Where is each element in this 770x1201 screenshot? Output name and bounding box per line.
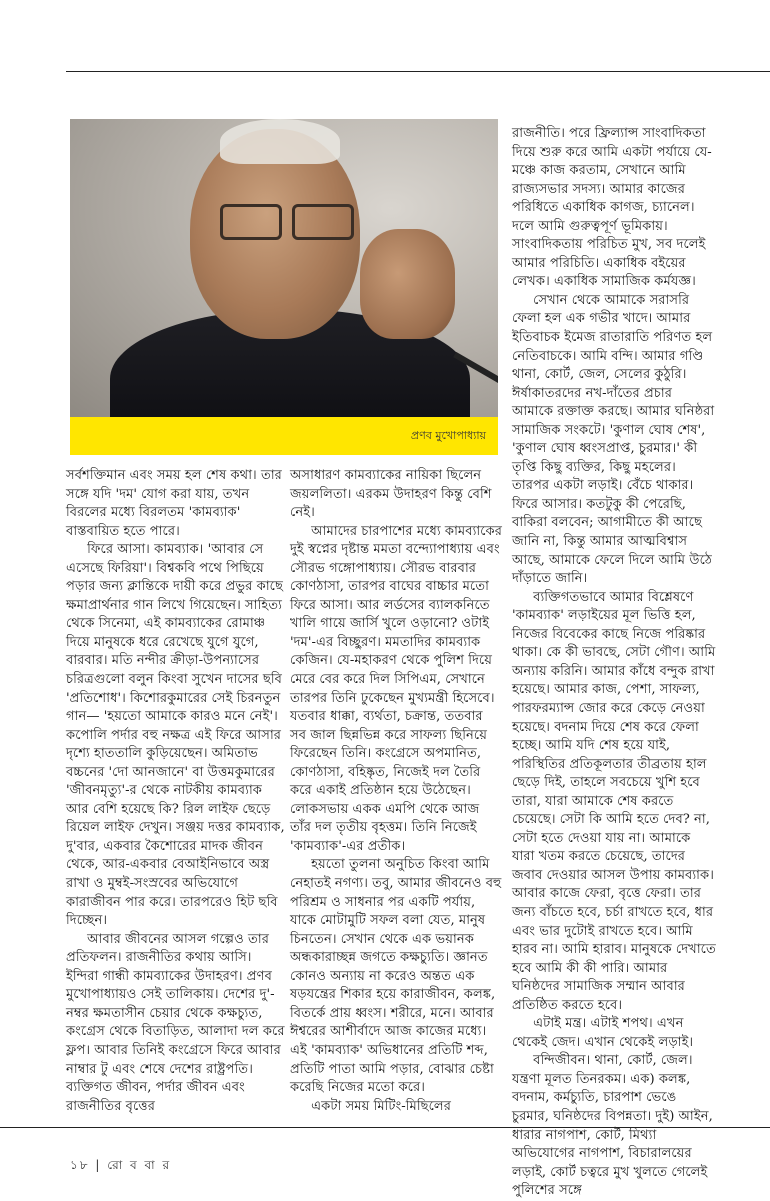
paragraph: হয়তো তুলনা অনুচিত কিংবা আমি নেহাতই নগণ্য। তবু, আমার জীবনেও বহু পরিশ্রম ও সাধনার পর একটি পর্যায়, যাকে মোটামুটি সফল বলা যেত, মানুষ চিনতেন। সেখান থেকে এক ভয়ানক অন্ধকারাচ্ছন্ন জগতে কক্ষচ্যুতি। জ্ঞানত কোনও অন্যায় না করেও অন্তত এক ষড়যন্ত্রের শিকার হয়ে কারাজীবন, কলঙ্ক, বিতর্কে প্রায় ধ্বংস। শরীরে, মনে। আবার ঈশ্বরের আশীর্বাদে আজ কাজের মধ্যে। এই 'কামব্যাক' অভিধানের প্রতিটি শব্দ, প্রতিটি পাতা আমি পড়ার, বোঝার চেষ্টা করেছি নিজের মতো করে। (290, 857, 502, 1096)
column-3 (512, 125, 717, 1201)
paragraph: আমাদের চারপাশের মধ্যে কামব্যাকের দুই স্বপ্নের দৃষ্টান্ত মমতা বন্দ্যোপাধ্যায় এবং সৌরভ গঙ্গোপাধ্যায়। সৌরভ বারবার কোণঠাসা, তারপর বাঘের বাচ্চার মতো ফিরে আসা। আর লর্ডসের ব্যালকনিতে খালি গায়ে জার্সি খুলে ওড়ানো? ওটাই 'দম'-এর বিচ্ছুরণ। মমতাদির কামব্যাক কেজিন। যে-মহাকরণ থেকে পুলিশ দিয়ে মেরে বের করে দিল সিপিএম, সেখানে তারপর তিনি ঢুকেছেন মুখ্যমন্ত্রী হিসেবে। যতবার ধাক্কা, ব্যর্থতা, চক্রান্ত, ততবার সব জাল ছিন্নভিন্ন করে সাফল্য ছিনিয়ে ফিরেছেন তিনি। কংগ্রেসে অপমানিত, কোণঠাসা, বহিষ্কৃত, নিজেই দল তৈরি করে একাই প্রতিষ্ঠান হয়ে উঠেছেন। লোকসভায় একক এমপি থেকে আজ তাঁর দল তৃতীয় বৃহত্তম। তিনি নিজেই 'কামব্যাক'-এর প্রতীক। (290, 523, 503, 854)
paragraph: সর্বশক্তিমান এবং সময় হল শেষ কথা। তার সঙ্গে যদি 'দম' যোগ করা যায়, তখন বিরলের মধ্যে বিরলতম 'কামব্যাক' বাস্তবায়িত হতে পারে। (66, 468, 282, 539)
caption-bar (70, 417, 498, 455)
glasses-icon (220, 204, 360, 238)
raised-fist-shape (360, 229, 455, 339)
paragraph: অসাধারণ কামব্যাকের নায়িকা ছিলেন জয়ললিতা। এরকম উদাহরণ কিন্তু বেশি নেই। (290, 468, 492, 521)
page-footer: ১৮ | রো ব বা র (70, 1158, 172, 1172)
photo-caption: প্রণব মুখোপাধ্যায় (410, 429, 486, 442)
paragraph: বন্দিজীবন। থানা, কোর্ট, জেল। যন্ত্রণা মূলত তিনরকম। এক) কলঙ্ক, বদনাম, কর্মচ্যুতি, চারপাশ ভেঙে চুরমার, ঘনিষ্ঠদের বিপন্নতা। দুই) আইন, ধারার নাগপাশ, কোর্ট, মিথ্যা অভিযোগের নাগপাশ, বিচারালয়ের লড়াই, কোর্ট চত্বরে মুখ খুলতে গেলেই পুলিশের সঙ্গে (512, 1053, 713, 1199)
top-rule (66, 71, 770, 72)
hair-shape (220, 119, 340, 164)
paragraph: রাজনীতি। পরে ফ্রিল্যান্স সাংবাদিকতা দিয়ে শুরু করে আমি একটা পর্যায়ে যে-মঞ্চে কাজ করতাম, সেখানে আমি রাজ্যসভার সদস্য। আমার কাজের পরিধিতে একাধিক কাগজ, চ্যানেল। দলে আমি গুরুত্বপূর্ণ ভূমিকায়। সাংবাদিকতায় পরিচিত মুখ, সব দলেই আমার পরিচিতি। একাধিক বইয়ের লেখক। একাধিক সামাজিক কর্মযজ্ঞ। (512, 126, 712, 290)
column-2 (290, 467, 502, 1116)
portrait-photo (70, 119, 498, 417)
paragraph: সেখান থেকে আমাকে সরাসরি ফেলা হল এক গভীর খাদে। আমার ইতিবাচক ইমেজ রাতারাতি পরিণত হল নেতিবাচকে। আমি বন্দি। আমার গণ্ডি থানা, কোর্ট, জেল, সেলের কুঠুরি। ঈর্ষাকাতরদের নখ-দাঁতের প্রচার আমাকে রক্তাক্ত করছে। আমার ঘনিষ্ঠরা সামাজিক সংকটে। 'কুণাল ঘোষ শেষ', 'কুণাল ঘোষ ধ্বংসপ্রাপ্ত, চুরমার।' কী তৃপ্তি কিছু ব্যক্তির, কিছু মহলের। তারপর একটা লড়াই। বেঁচে থাকার। ফিরে আসার। কতটুকু কী পেরেছি, বাকিরা বলবেন; আগামীতে কী আছে জানি না, কিন্তু আমার আত্মবিশ্বাস আছে, আমাকে ফেলে দিলে আমি উঠে দাঁড়াতে জানি। (512, 292, 715, 587)
column-1 (66, 467, 286, 1116)
paragraph: আবার জীবনের আসল গল্পেও তার প্রতিফলন। রাজনীতির কথায় আসি। ইন্দিরা গান্ধী কামব্যাকের উদাহরণ। প্রণব মুখোপাধ্যায়ও সেই তালিকায়। দেশের দু'-নম্বর ক্ষমতাসীন চেয়ার থেকে কক্ষচ্যুত, কংগ্রেস থেকে বিতাড়িত, আলাদা দল করে ফ্লপ। আবার তিনিই কংগ্রেসে ফিরে আবার নাম্বার টু এবং শেষে দেশের রাষ্ট্রপতি। ব্যক্তিগত জীবন, পর্দার জীবন এবং রাজনীতির বৃত্তের (66, 931, 285, 1114)
paragraph: ব্যক্তিগতভাবে আমার বিশ্লেষণে 'কামব্যাক' লড়াইয়ের মূল ভিত্তি হল, নিজের বিবেকের কাছে নিজে পরিষ্কার থাকা। কে কী ভাবছে, সেটা গৌণ। আমি অন্যায় করিনি। আমার কাঁধে বন্দুক রাখা হয়েছে। আমার কাজ, পেশা, সাফল্য, পারফরম্যান্স জোর করে কেড়ে নেওয়া হয়েছে। বদনাম দিয়ে শেষ করে ফেলা হচ্ছে। আমি যদি শেষ হয়ে যাই, পরিস্থিতির প্রতিকূলতার তীব্রতায় হাল ছেড়ে দিই, তাহলে সবচেয়ে খুশি হবে তারা, যারা আমাকে শেষ করতে চেয়েছে। সেটা কি আমি হতে দেব? না, সেটা হতে দেওয়া যায় না। আমাকে যারা খতম করতে চেয়েছে, তাদের জবাব দেওয়ার আসল উপায় কামব্যাক। আবার কাজে ফেরা, বৃত্তে ফেরা। তার জন্য বাঁচতে হবে, চর্চা রাখতে হবে, ধার এবং ভার দুটোই রাখতে হবে। আমি হারব না। আমি হারাব। মানুষকে দেখাতে হবে আমি কী কী পারি। আমার ঘনিষ্ঠদের সামাজিক সম্মান আবার প্রতিষ্ঠিত করতে হবে। (512, 589, 716, 1013)
bottom-rule (0, 1127, 770, 1128)
paragraph: এটাই মন্ত্র। এটাই শপথ। এখন থেকেই জেদ। এখান থেকেই লড়াই। (512, 1016, 694, 1050)
paragraph: একটা সময় মিটিং-মিছিলের (311, 1098, 451, 1114)
paragraph: ফিরে আসা। কামব্যাক। 'আবার সে এসেছে ফিরিয়া'। বিশ্বকবি পথে পিছিয়ে পড়ার জন্য ক্লান্তিকে দায়ী করে প্রভুর কাছে ক্ষমাপ্রার্থনার গান লিখে গিয়েছেন। সাহিত্য থেকে সিনেমা, এই কামব্যাকের রোমাঞ্চ দিয়ে মানুষকে ধরে রেখেছে যুগে যুগে, বারবার। মতি নন্দীর ক্রীড়া-উপন্যাসের চরিত্রগুলো বলুন কিংবা সুখেন দাসের ছবি 'প্রতিশোধ'। কিশোরকুমারের সেই চিরনতুন গান— 'হয়তো আমাকে কারও মনে নেই'। কপোলি পর্দার বহু নক্ষত্র এই ফিরে আসার দৃশ্যে হাততালি কুড়িয়েছেন। অমিতাভ বচ্চনের 'দো আনজানে' বা উত্তমকুমারের 'জীবনমৃত্যু'-র থেকে নাটকীয় কামব্যাক আর বেশি হয়েছে কি? রিল লাইফ ছেড়ে রিয়েল লাইফ দেখুন। সঞ্জয় দত্তর কামব্যাক, দু'বার, একবার কৈশোরের মাদক জীবন থেকে, আর-একবার বেআইনিভাবে অস্ত্র রাখা ও মুম্বই-সংস্রবের অভিযোগে কারাজীবন পার করে। তারপরেও হিট ছবি দিচ্ছেন। (66, 542, 285, 929)
